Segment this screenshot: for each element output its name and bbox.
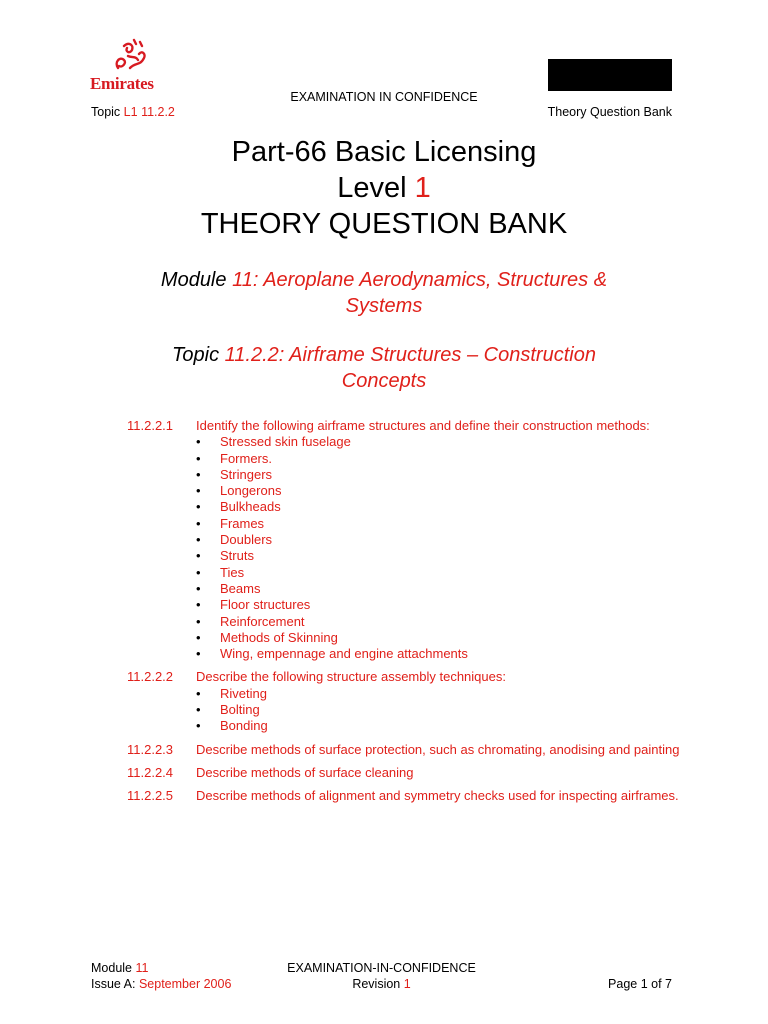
title-level: Level 1	[337, 172, 431, 204]
objective-item	[127, 742, 687, 758]
bullet-text: Formers.	[220, 450, 272, 466]
bullet-item	[196, 614, 687, 630]
bullet-dot-icon: •	[196, 646, 201, 662]
bullet-dot-icon: •	[196, 499, 201, 515]
bullet-dot-icon: •	[196, 597, 201, 613]
objective-number: 11.2.2.3	[127, 741, 174, 757]
footer-page-number: Page 1 of 7	[608, 977, 672, 991]
bullet-item	[196, 718, 687, 734]
bullet-dot-icon: •	[196, 532, 201, 548]
objectives-list	[127, 418, 687, 812]
module-heading: Module 11: Aeroplane Aerodynamics, Structures & Systems	[160, 269, 608, 317]
objective-bullet-list	[196, 434, 687, 662]
objective-item	[127, 788, 687, 804]
header-topic: Topic L1 11.2.2	[91, 105, 175, 119]
bullet-dot-icon: •	[196, 702, 201, 718]
footer-issue: Issue A: September 2006	[91, 977, 232, 991]
objective-item	[127, 418, 687, 662]
bullet-item	[196, 516, 687, 532]
bullet-text: Methods of Skinning	[220, 629, 338, 645]
footer-exam-notice: EXAMINATION-IN-CONFIDENCE	[287, 961, 476, 975]
bullet-text: Riveting	[220, 685, 267, 701]
bullet-text: Bulkheads	[220, 499, 281, 515]
bullet-dot-icon: •	[196, 685, 201, 701]
redaction-box	[548, 59, 672, 91]
bullet-dot-icon: •	[196, 564, 201, 580]
bullet-item	[196, 467, 687, 483]
bullet-text: Frames	[220, 515, 265, 531]
bullet-text: Stringers	[220, 466, 273, 482]
bullet-dot-icon: •	[196, 718, 201, 734]
objective-item	[127, 765, 687, 781]
bullet-item	[196, 686, 687, 702]
bullet-text: Beams	[220, 580, 261, 596]
bullet-item	[196, 483, 687, 499]
footer-module: Module 11	[91, 961, 149, 975]
objective-number: 11.2.2.5	[127, 788, 174, 804]
objective-number: 11.2.2.1	[127, 418, 174, 433]
bullet-item	[196, 548, 687, 564]
header-bank-label: Theory Question Bank	[547, 105, 672, 119]
bullet-item	[196, 451, 687, 467]
bullet-text: Longerons	[220, 483, 282, 499]
bullet-dot-icon: •	[196, 629, 201, 645]
bullet-text: Bonding	[220, 718, 268, 734]
title-question-bank: THEORY QUESTION BANK	[200, 208, 568, 240]
bullet-item	[196, 702, 687, 718]
objective-text: Identify the following airframe structures and define their construction methods:	[196, 418, 650, 433]
bullet-text: Stressed skin fuselage	[220, 434, 351, 450]
objective-text: Describe methods of alignment and symmetry checks used for inspecting airframes.	[196, 788, 679, 804]
bullet-dot-icon: •	[196, 515, 201, 531]
bullet-text: Wing, empennage and engine attachments	[220, 646, 468, 662]
bullet-item	[196, 581, 687, 597]
footer-revision: Revision 1	[352, 977, 411, 991]
bullet-item	[196, 597, 687, 613]
bullet-dot-icon: •	[196, 466, 201, 482]
bullet-text: Ties	[220, 564, 245, 580]
objective-text: Describe methods of surface protection, such as chromating, anodising and painting	[196, 741, 680, 757]
objective-text: Describe methods of surface cleaning	[196, 764, 414, 780]
emirates-arabic-calligraphy-icon	[110, 38, 150, 74]
bullet-text: Reinforcement	[220, 613, 305, 629]
bullet-dot-icon: •	[196, 613, 201, 629]
bullet-text: Bolting	[220, 702, 260, 718]
bullet-dot-icon: •	[196, 483, 201, 499]
objective-text: Describe the following structure assembly techniques:	[196, 669, 506, 685]
bullet-item	[196, 532, 687, 548]
bullet-dot-icon: •	[196, 580, 201, 596]
bullet-text: Doublers	[220, 532, 273, 548]
bullet-dot-icon: •	[196, 548, 201, 564]
footer	[91, 960, 672, 992]
bullet-item	[196, 630, 687, 646]
header-exam-notice: EXAMINATION IN CONFIDENCE	[290, 90, 478, 104]
objective-item	[127, 669, 687, 734]
title-line1: Part-66 Basic Licensing	[231, 136, 537, 168]
topic-heading: Topic 11.2.2: Airframe Structures – Construction Concepts	[172, 344, 596, 392]
bullet-item	[196, 565, 687, 581]
bullet-dot-icon: •	[196, 450, 201, 466]
emirates-logo	[88, 38, 168, 98]
logo-wordmark: Emirates	[90, 74, 154, 93]
objective-number: 11.2.2.4	[127, 764, 174, 780]
bullet-text: Floor structures	[220, 597, 311, 613]
bullet-item	[196, 434, 687, 450]
bullet-text: Struts	[220, 548, 254, 564]
bullet-dot-icon: •	[196, 434, 201, 450]
objective-bullet-list	[196, 686, 687, 735]
objective-number: 11.2.2.2	[127, 669, 174, 685]
bullet-item	[196, 499, 687, 515]
bullet-item	[196, 646, 687, 662]
